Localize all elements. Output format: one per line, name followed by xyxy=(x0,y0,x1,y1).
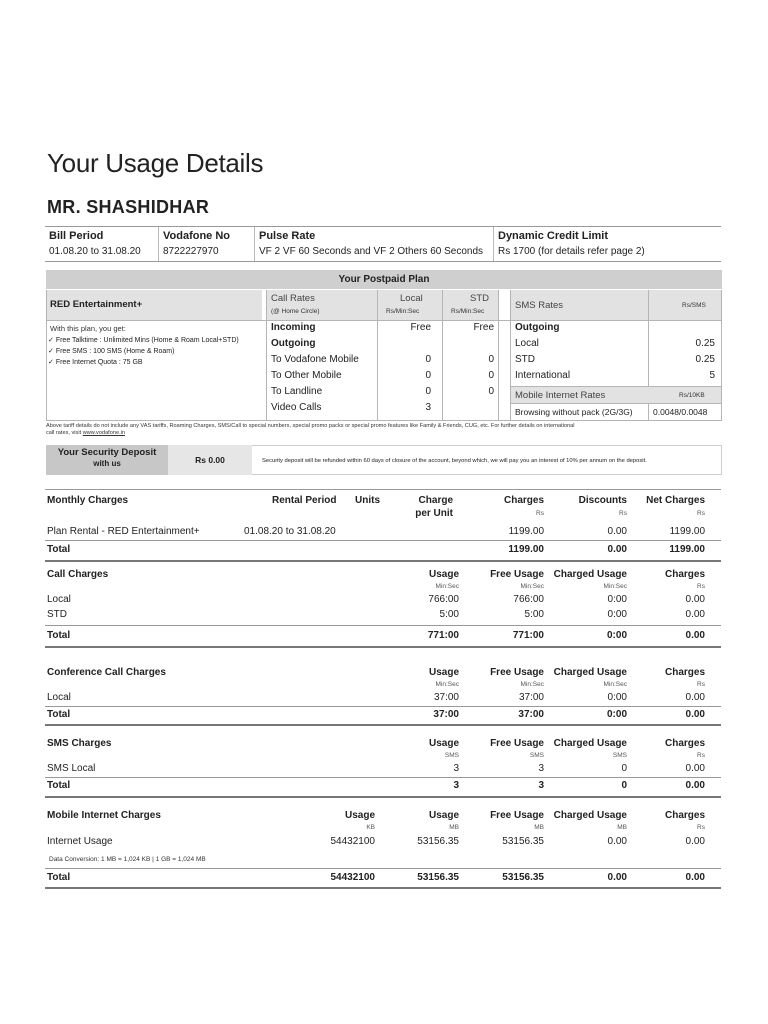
deposit-amount: Rs 0.00 xyxy=(168,445,252,475)
grid-line xyxy=(266,290,267,420)
check-icon: ✓ xyxy=(48,359,54,366)
deposit-sublabel: with us xyxy=(93,459,121,468)
call-charges-header: Call Charges Usage Min:Sec Free Usage Min:Sec Charged Usage Min:Sec Charges Rs xyxy=(47,569,705,590)
internet-rates-label: Mobile Internet Rates xyxy=(515,390,606,401)
sms-unit: Rs/SMS xyxy=(682,302,706,309)
check-icon: ✓ xyxy=(48,337,54,344)
credit-limit-value: Rs 1700 (for details refer page 2) xyxy=(498,246,645,257)
sms-rate-row: STD 0.25 xyxy=(515,354,715,365)
local-unit: Rs/Min:Sec xyxy=(386,308,420,315)
check-icon: ✓ xyxy=(48,348,54,355)
bill-info-row xyxy=(45,226,721,262)
sms-charges-header: SMS Charges Usage SMS Free Usage SMS Charged Usage SMS Charges Rs xyxy=(47,738,705,759)
grid-line xyxy=(46,290,47,420)
grid-line xyxy=(46,320,722,321)
sms-rates-table xyxy=(515,322,715,386)
benefit-item: ✓ Free Talktime : Unlimited Mins (Home & Roam Local+STD) xyxy=(48,337,239,344)
grid-line xyxy=(498,290,499,420)
grid-line xyxy=(510,386,722,387)
conference-title: Conference Call Charges xyxy=(47,667,166,678)
conference-header: Conference Call Charges Usage Min:Sec Free Usage Min:Sec Charged Usage Min:Sec Charges Rs xyxy=(47,667,705,688)
sms-charges-title: SMS Charges xyxy=(47,738,112,749)
internet-row-value: 0.0048/0.0048 xyxy=(653,407,708,417)
vodafone-link[interactable]: www.vodafone.in xyxy=(82,430,125,436)
pulse-rate-value: VF 2 VF 60 Seconds and VF 2 Others 60 Seconds xyxy=(259,246,484,257)
pulse-rate-cell xyxy=(254,227,493,261)
sms-rate-row: Outgoing xyxy=(515,322,560,333)
call-rate-row: Incoming Free Free xyxy=(271,322,494,333)
credit-limit-cell xyxy=(493,227,721,261)
deposit-label-box xyxy=(46,445,168,475)
divider xyxy=(45,887,721,889)
call-rates-table xyxy=(271,322,497,418)
grid-line xyxy=(46,420,722,421)
with-plan-text: With this plan, you get: xyxy=(50,324,126,333)
credit-limit-label: Dynamic Credit Limit xyxy=(498,230,609,242)
vodafone-no-value: 8722227970 xyxy=(163,246,219,257)
divider xyxy=(45,777,721,778)
divider xyxy=(45,560,721,562)
sms-rate-row: Local 0.25 xyxy=(515,338,715,349)
divider xyxy=(45,796,721,798)
bill-period-cell xyxy=(45,227,158,261)
benefit-item: ✓ Free SMS : 100 SMS (Home & Roam) xyxy=(48,348,175,355)
benefit-item: ✓ Free Internet Quota : 75 GB xyxy=(48,359,143,366)
divider xyxy=(45,540,721,541)
divider xyxy=(45,706,721,707)
call-rate-row: To Other Mobile 0 0 xyxy=(271,370,494,381)
divider xyxy=(45,868,721,869)
plan-benefits xyxy=(48,335,239,368)
std-unit: Rs/Min:Sec xyxy=(451,308,485,315)
customer-name: MR. SHASHIDHAR xyxy=(47,197,210,217)
vodafone-no-label: Vodafone No xyxy=(163,230,231,242)
page-title: Your Usage Details xyxy=(47,148,264,178)
divider xyxy=(45,724,721,726)
internet-unit: Rs/10KB xyxy=(679,392,705,399)
deposit-note: Security deposit will be refunded within 60 days of closure of the account, beyond which, we will pay you an interest of 10% per annum on the deposit. xyxy=(252,445,722,475)
sms-rates-label: SMS Rates xyxy=(515,300,564,311)
bill-period-value: 01.08.20 to 31.08.20 xyxy=(49,246,141,257)
internet-row-label: Browsing without pack (2G/3G) xyxy=(515,407,633,417)
vodafone-no-cell xyxy=(158,227,254,261)
pulse-rate-label: Pulse Rate xyxy=(259,230,316,242)
divider xyxy=(45,625,721,626)
call-rates-label: Call Rates xyxy=(271,293,315,304)
sms-rate-row: International 5 xyxy=(515,370,715,381)
divider xyxy=(45,489,721,490)
internet-charges-title: Mobile Internet Charges xyxy=(47,810,161,821)
call-rate-row: To Landline 0 0 xyxy=(271,386,494,397)
call-rate-row: To Vodafone Mobile 0 0 xyxy=(271,354,494,365)
deposit-label: Your Security Deposit xyxy=(57,447,157,458)
divider xyxy=(45,646,721,648)
local-col-label: Local xyxy=(400,293,423,304)
data-conversion-note: Data Conversion: 1 MB = 1,024 KB | 1 GB = 1,024 MB xyxy=(49,856,206,863)
call-rates-sub: (@ Home Circle) xyxy=(271,308,320,315)
call-charges-title: Call Charges xyxy=(47,569,109,580)
call-rate-row: Video Calls 3 xyxy=(271,402,431,413)
plan-footnote: Above tariff details do not include any VAS tariffs, Roaming Charges, SMS/Call to special numbers, special promo packs or special promo features like Family & Friends, CUG, etc. For further details on international call rates, visit www.vodafone.in xyxy=(46,423,575,436)
bill-period-label: Bill Period xyxy=(49,230,104,242)
call-rate-row: Outgoing xyxy=(271,338,316,349)
internet-charges-header: Mobile Internet Charges Usage KB Usage MB Free Usage MB Charged Usage MB Charges Rs xyxy=(47,810,705,831)
grid-line xyxy=(510,403,722,404)
std-col-label: STD xyxy=(470,293,489,304)
monthly-header: Monthly Charges Rental Period Units Charge per Unit Charges Rs Discounts Rs Net Charges Rs xyxy=(47,495,705,519)
plan-header: Your Postpaid Plan xyxy=(46,270,722,289)
plan-name: RED Entertainment+ xyxy=(50,299,143,310)
grid-line xyxy=(721,290,722,420)
monthly-title: Monthly Charges xyxy=(47,495,129,506)
